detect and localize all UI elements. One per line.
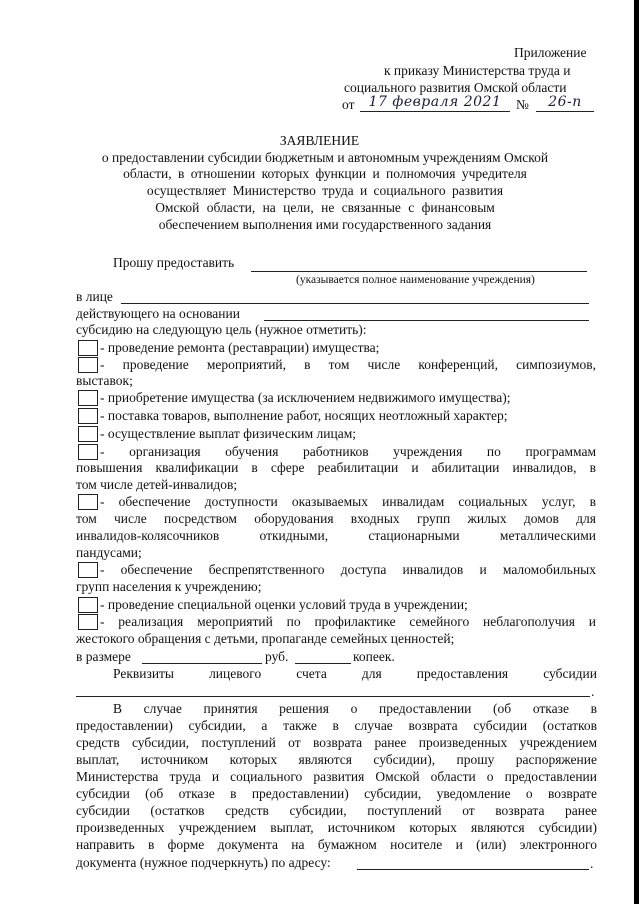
option-checkbox-family[interactable]	[78, 614, 98, 630]
notice-line-9: направить в форме документа на бумажном носителе и (или) электронного	[76, 837, 597, 852]
header-number-handwritten: 26-п	[536, 94, 594, 112]
person-label: в лице	[76, 289, 113, 304]
requisites-end: .	[591, 684, 595, 699]
header-line2: к приказу Министерства труда и	[384, 63, 571, 78]
title-line-5: обеспечением выполнения ими государственного задания	[158, 217, 492, 232]
person-field[interactable]	[121, 290, 589, 304]
header-date-prefix: от	[342, 97, 355, 112]
purpose-label: субсидию на следующую цель (нужное отметить):	[76, 322, 367, 337]
option-events-text: - проведение мероприятий, в том числе конференций, симпозиумов,	[100, 357, 596, 372]
option-checkbox-accessibility[interactable]	[78, 494, 98, 510]
option-accessibility-text-cont3: пандусами;	[76, 545, 142, 560]
option-training-text: - организация обучения работников учреждения по программам	[100, 444, 596, 459]
institution-name-field[interactable]	[251, 257, 587, 272]
header-line1: Приложение	[514, 45, 587, 60]
option-training-text-cont1: повышения квалификации в сфере реабилитации и абилитации инвалидов, в	[76, 460, 596, 475]
option-payments-text: - осуществление выплат физическим лицам;	[100, 426, 357, 441]
option-checkbox-events[interactable]	[78, 357, 98, 373]
option-checkbox-repair[interactable]	[78, 340, 98, 356]
option-supply-text: - поставка товаров, выполнение работ, носящих неотложный характер;	[100, 408, 508, 423]
header-number-prefix: №	[516, 97, 529, 112]
option-checkbox-payments[interactable]	[78, 426, 98, 442]
amount-rub-field[interactable]	[142, 650, 262, 664]
requisites-label: Реквизиты лицевого счета для предоставления субсидии	[113, 666, 597, 681]
institution-hint: (указывается полное наименование учреждения)	[296, 274, 535, 286]
option-family-text-cont: жестокого обращения с детьми, пропаганде семейных ценностей;	[76, 631, 455, 646]
title-line-1: о предоставлении субсидии бюджетным и автономным учреждениям Омской	[101, 150, 549, 165]
scan-edge	[634, 0, 639, 904]
option-accessibility-text-cont2: инвалидов-колясочников откидными, стационарными металлическими	[76, 528, 596, 543]
option-events-text-cont: выставок;	[76, 373, 133, 388]
notice-line-8: произведенных учреждением выплат, источником которых являются субсидии)	[76, 820, 597, 835]
basis-field[interactable]	[264, 307, 589, 321]
title-line-2: области, в отношении которых функции и полномочия учредителя	[123, 166, 527, 181]
option-family-text: - реализация мероприятий по профилактике семейного неблагополучия и	[100, 614, 596, 629]
document-title: ЗАЯВЛЕНИЕ	[279, 133, 360, 148]
option-property-text: - приобретение имущества (за исключением недвижимого имущества);	[100, 390, 511, 405]
option-checkbox-property[interactable]	[78, 390, 98, 406]
notice-line-1: В случае принятия решения о предоставлении (об отказе в	[113, 701, 597, 716]
option-labor-assessment-text: - проведение специальной оценки условий труда в учреждении;	[100, 597, 468, 612]
option-barrier-free-text: - обеспечение беспрепятственного доступа инвалидов и маломобильных	[100, 562, 596, 577]
notice-line-2: предоставлении) субсидии, а также в случае возврата субсидии (остатков	[76, 718, 597, 733]
notice-line-7: субсидии (остатков средств субсидии, поступлений от возврата ранее	[76, 803, 597, 818]
title-line-3: осуществляет Министерство труда и социального развития	[146, 183, 504, 198]
option-repair-text: - проведение ремонта (реставрации) имущества;	[100, 340, 380, 355]
notice-line-4: выплат, источником которых являются субсидии), прошу распоряжение	[76, 752, 597, 767]
option-training-text-cont2: том числе детей-инвалидов;	[76, 477, 238, 492]
title-line-4: Омской области, на цели, не связанные с финансовым	[155, 200, 495, 215]
option-accessibility-text-cont1: том числе посредством оборудования входных групп жилых домов для	[76, 511, 596, 526]
basis-label: действующего на основании	[76, 306, 240, 321]
amount-prefix: в размере	[76, 649, 131, 664]
option-barrier-free-text-cont: групп населения к учреждению;	[76, 579, 262, 594]
request-prompt: Прошу предоставить	[113, 255, 235, 270]
option-checkbox-barrier-free[interactable]	[78, 562, 98, 578]
header-date-handwritten: 17 февраля 2021	[360, 94, 510, 112]
notice-line-5: Министерства труда и социального развития Омской области о предоставлении	[76, 769, 597, 784]
option-accessibility-text: - обеспечение доступности оказываемых инвалидам социальных услуг, в	[100, 494, 596, 509]
option-checkbox-training[interactable]	[78, 444, 98, 460]
option-checkbox-supply[interactable]	[78, 408, 98, 424]
notice-last-line: документа (нужное подчеркнуть) по адресу:	[76, 855, 331, 870]
address-field[interactable]	[357, 856, 589, 870]
option-checkbox-labor-assessment[interactable]	[78, 597, 98, 613]
amount-kop-field[interactable]	[295, 650, 351, 664]
notice-line-3: средств субсидии, поступлений от возврата ранее произведенных учреждением	[76, 735, 597, 750]
notice-line-6: субсидии (об отказе в предоставлении) субсидии, уведомление о возврате	[76, 786, 597, 801]
requisites-field[interactable]	[76, 683, 590, 697]
notice-end: .	[590, 856, 594, 871]
header-line3: социального развития Омской области	[344, 80, 567, 95]
amount-rub-label: руб.	[265, 649, 289, 664]
amount-kop-label: копеек.	[353, 649, 395, 664]
